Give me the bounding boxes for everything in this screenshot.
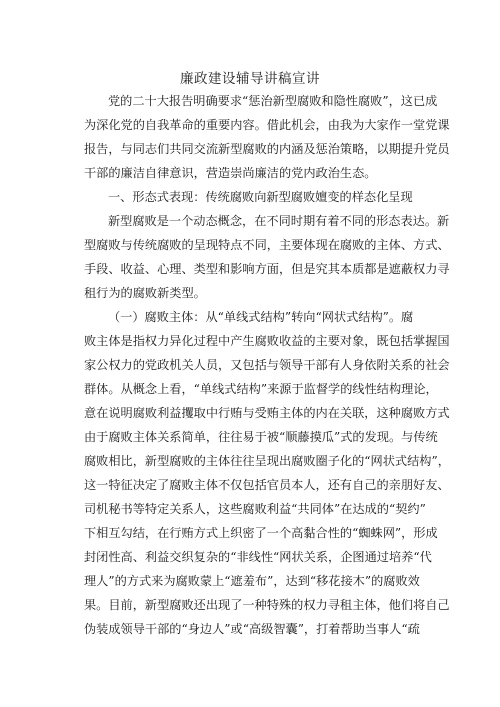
paragraph-line: 干部的廉洁自律意识，营造崇尚廉洁的党内政治生态。 — [84, 166, 377, 180]
paragraph-line: 意在说明腐败利益攫取中行贿与受贿主体的内在关联，这种腐败方式 — [84, 406, 450, 420]
section-heading: 一、形态式表现：传统腐败向新型腐败嬗变的样态化呈现 — [108, 190, 413, 204]
paragraph-line: 手段、收益、心理、类型和影响方面，但是究其本质都是遮蔽权力寻 — [84, 262, 450, 276]
paragraph-line: 为深化党的自我革命的重要内容。借此机会，由我为大家作一堂党课 — [84, 118, 450, 132]
paragraph-line: 封闭性高、利益交织复杂的“非线性“网状关系，企图通过培养“代 — [84, 550, 432, 564]
subsection-heading-line: （一）腐败主体：从“单线式结构”转向“网状式结构”。腐 — [108, 310, 414, 324]
paragraph-line: 新型腐败是一个动态概念，在不同时期有着不同的形态表达。新 — [108, 214, 450, 228]
paragraph-line: 租行为的腐败新类型。 — [84, 286, 206, 300]
paragraph-line: 司机秘书等特定关系人，这些腐败利益“共同体”在达成的“契约” — [84, 502, 426, 516]
paragraph-line: 理人”的方式来为腐败蒙上“遮羞布”，达到“移花接木”的腐败效 — [84, 574, 420, 588]
paragraph-line: 由于腐败主体关系简单，往往易于被“顺藤摸瓜”式的发现。与传统 — [84, 430, 438, 444]
paragraph-line: 败主体是指权力异化过程中产生腐败收益的主要对象，既包括掌握国 — [84, 334, 450, 348]
paragraph-line: 果。目前，新型腐败还出现了一种特殊的权力寻租主体，他们将自己 — [84, 598, 450, 612]
document-title: 廉政建设辅导讲稿宣讲 — [180, 71, 320, 87]
paragraph-line: 这一特征决定了腐败主体不仅包括官员本人，还有自己的亲朋好友、 — [84, 478, 450, 492]
paragraph-line: 群体。从概念上看，“单线式结构”来源于监督学的线性结构理论， — [84, 382, 438, 396]
paragraph-line: 型腐败与传统腐败的呈现特点不同，主要体现在腐败的主体、方式、 — [84, 238, 450, 252]
paragraph-line: 党的二十大报告明确要求“惩治新型腐败和隐性腐败”，这已成 — [108, 94, 438, 108]
paragraph-line: 腐败相比，新型腐败的主体往往呈现出腐败圈子化的“网状式结构”， — [84, 454, 450, 468]
paragraph-line: 家公权力的党政机关人员，又包括与领导干部有人身依附关系的社会 — [84, 358, 450, 372]
paragraph-line: 报告，与同志们共同交流新型腐败的内涵及惩治策略，以期提升党员 — [84, 142, 450, 156]
paragraph-line: 伪装成领导干部的“身边人”或“高级智囊”，打着帮助当事人“疏 — [84, 622, 420, 636]
paragraph-line: 下相互勾结，在行贿方式上织密了一个高黏合性的“蜘蛛网”，形成 — [84, 526, 438, 540]
